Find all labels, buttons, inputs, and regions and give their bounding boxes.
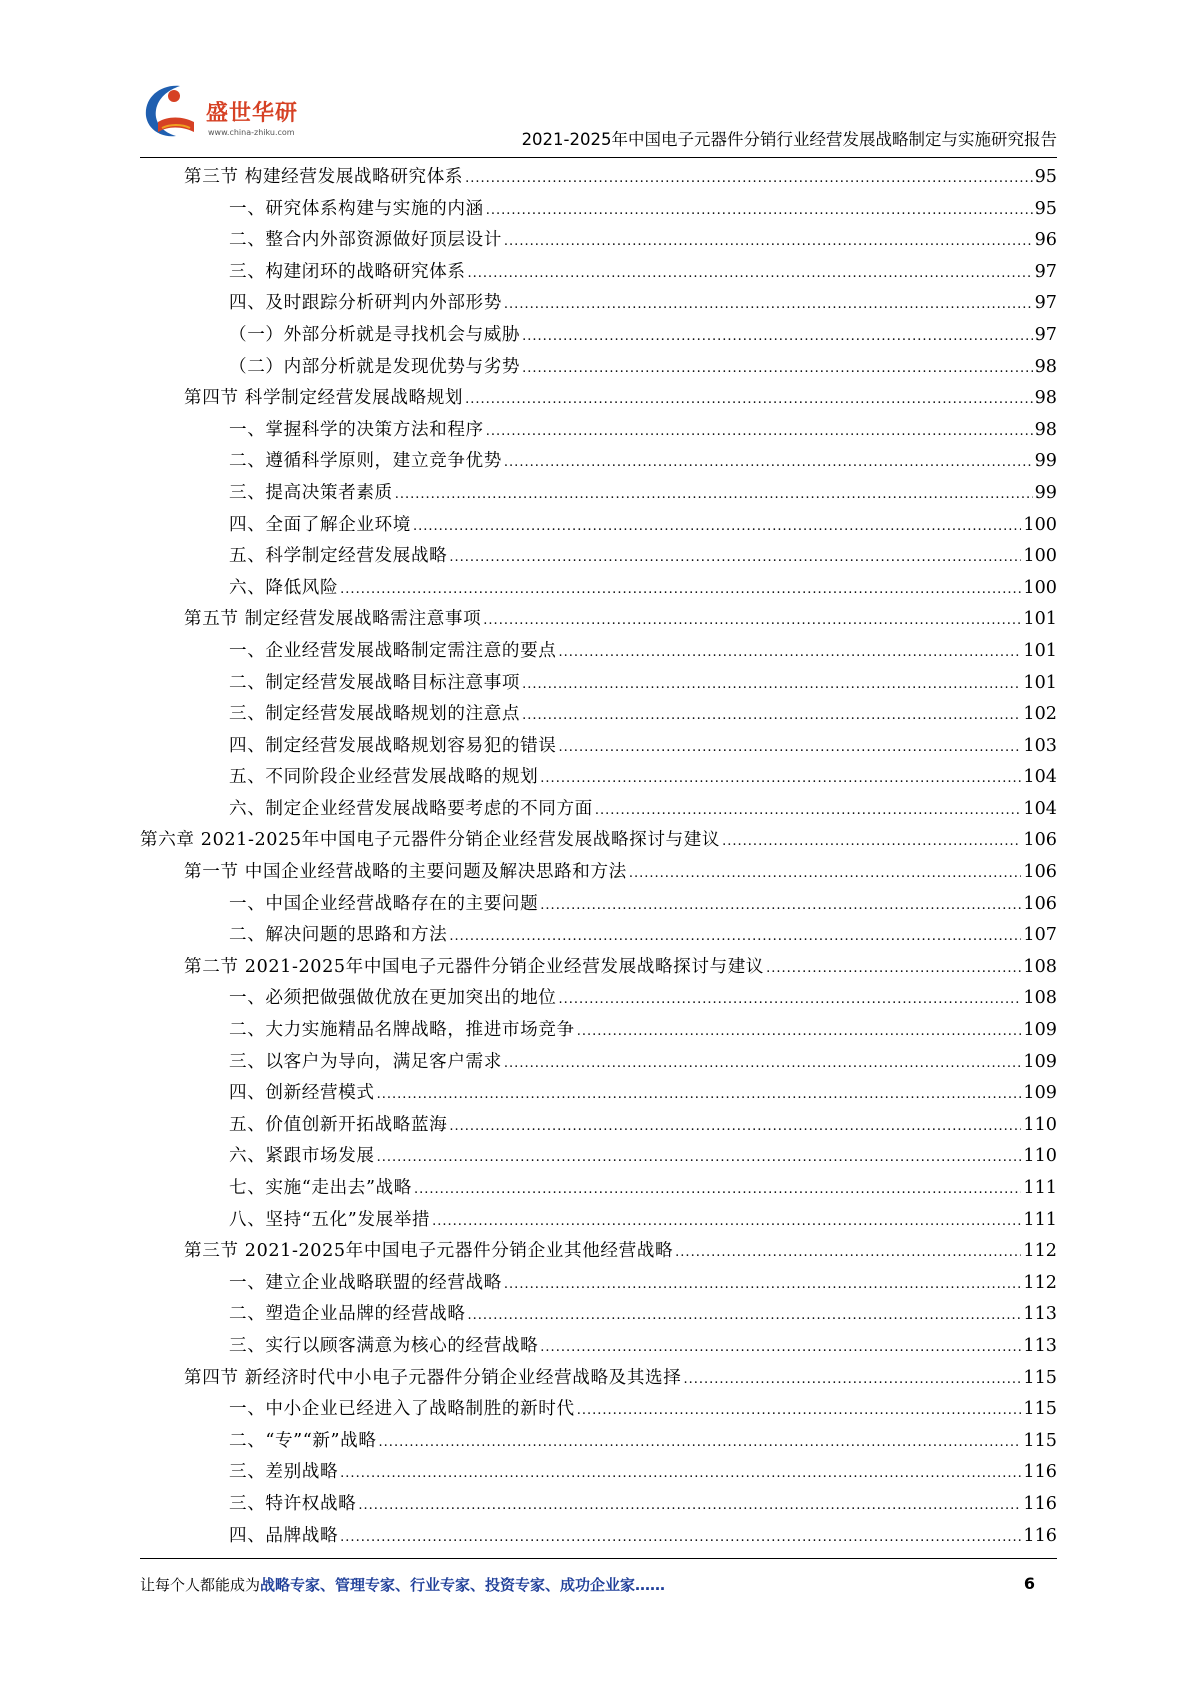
toc-entry-page: 98 [1034, 419, 1057, 440]
toc-entry[interactable] [140, 1489, 1057, 1521]
page-header [140, 80, 1057, 152]
header-divider [140, 157, 1057, 158]
toc-entry[interactable] [140, 383, 1057, 415]
toc-entry-title: 三、提高决策者素质 [229, 482, 393, 503]
logo-url: www.china-zhiku.com [208, 128, 295, 137]
toc-entry-title: 三、制定经营发展战略规划的注意点 [229, 704, 521, 725]
toc-entry-title: 二、整合内外部资源做好顶层设计 [229, 230, 502, 251]
toc-entry[interactable] [140, 1457, 1057, 1489]
toc-entry-page: 116 [1023, 1462, 1057, 1483]
toc-leader-dots [377, 1141, 1022, 1174]
toc-entry-page: 99 [1034, 482, 1057, 503]
toc-leader-dots [377, 1078, 1022, 1111]
toc-entry-title: 二、制定经营发展战略目标注意事项 [229, 672, 521, 693]
toc-leader-dots [577, 1394, 1022, 1427]
toc-entry-title: （二）内部分析就是发现优势与劣势 [229, 356, 521, 377]
toc-leader-dots [465, 383, 1033, 416]
toc-entry-title: 第四节 科学制定经营发展战略规划 [184, 388, 464, 409]
toc-entry-title: 三、特许权战略 [229, 1493, 357, 1514]
toc-entry[interactable] [140, 699, 1057, 731]
toc-leader-dots [449, 541, 1021, 574]
toc-entry-title: 一、研究体系构建与实施的内涵 [229, 198, 484, 219]
toc-entry[interactable] [140, 352, 1057, 384]
toc-entry-page: 98 [1034, 356, 1057, 377]
toc-entry-title: 第二节 2021-2025年中国电子元器件分销企业经营发展战略探讨与建议 [184, 956, 765, 977]
toc-entry[interactable] [140, 1205, 1057, 1237]
toc-entry-title: 六、制定企业经营发展战略要考虑的不同方面 [229, 798, 593, 819]
toc-entry-page: 95 [1034, 198, 1057, 219]
footer-slogan-prefix: 让每个人都能成为 [140, 1576, 261, 1594]
toc-entry[interactable] [140, 225, 1057, 257]
toc-entry-page: 100 [1023, 577, 1057, 598]
toc-entry-page: 109 [1023, 1083, 1057, 1104]
toc-entry-title: 第三节 2021-2025年中国电子元器件分销企业其他经营战略 [184, 1241, 674, 1262]
document-title: 2021-2025年中国电子元器件分销行业经营发展战略制定与实施研究报告 [521, 130, 1057, 149]
toc-entry-title: 一、掌握科学的决策方法和程序 [229, 419, 484, 440]
toc-entry-title: 八、坚持“五化”发展举措 [229, 1209, 431, 1230]
toc-entry-title: 二、塑造企业品牌的经营战略 [229, 1304, 466, 1325]
toc-entry-page: 99 [1034, 451, 1057, 472]
toc-entry[interactable] [140, 320, 1057, 352]
toc-entry-page: 111 [1023, 1178, 1057, 1198]
toc-entry[interactable] [140, 1078, 1057, 1110]
toc-entry[interactable] [140, 288, 1057, 320]
toc-entry-page: 106 [1023, 862, 1057, 883]
toc-entry[interactable] [140, 446, 1057, 478]
toc-leader-dots [449, 920, 1021, 953]
toc-leader-dots [340, 1457, 1021, 1490]
toc-entry-title: 三、以客户为导向，满足客户需求 [229, 1051, 502, 1072]
toc-entry-page: 108 [1023, 988, 1057, 1009]
toc-entry-page: 96 [1034, 230, 1057, 251]
toc-leader-dots [522, 668, 1021, 701]
toc-leader-dots [540, 889, 1021, 922]
toc-entry-page: 109 [1023, 1051, 1057, 1072]
toc-entry-title: 四、及时跟踪分析研判内外部形势 [229, 293, 502, 314]
toc-entry-page: 107 [1023, 925, 1057, 946]
footer-divider [140, 1558, 1057, 1559]
toc-entry-title: 四、制定经营发展战略规划容易犯的错误 [229, 735, 557, 756]
toc-entry-page: 116 [1023, 1493, 1057, 1514]
toc-entry[interactable] [140, 920, 1057, 952]
toc-entry-page: 108 [1023, 956, 1057, 977]
toc-leader-dots [340, 1521, 1021, 1554]
toc-entry[interactable] [140, 1268, 1057, 1300]
toc-entry-page: 100 [1023, 546, 1057, 567]
toc-entry[interactable] [140, 415, 1057, 447]
logo-mark-icon [140, 82, 210, 144]
toc-entry-page: 97 [1034, 324, 1057, 345]
toc-entry[interactable] [140, 1015, 1057, 1047]
toc-leader-dots [559, 636, 1022, 669]
toc-entry-title: 第五节 制定经营发展战略需注意事项 [184, 609, 482, 630]
toc-leader-dots [522, 699, 1021, 732]
toc-leader-dots [486, 415, 1033, 448]
toc-leader-dots [483, 604, 1021, 637]
toc-entry[interactable] [140, 668, 1057, 700]
toc-entry-title: 三、差别战略 [229, 1462, 339, 1483]
toc-entry-title: 六、紧跟市场发展 [229, 1146, 375, 1167]
toc-entry-page: 112 [1023, 1272, 1057, 1293]
toc-leader-dots [340, 573, 1021, 606]
toc-leader-dots [486, 194, 1033, 227]
toc-leader-dots [629, 857, 1022, 890]
toc-entry[interactable] [140, 762, 1057, 794]
toc-leader-dots [722, 825, 1021, 858]
toc-entry-title: 一、企业经营发展战略制定需注意的要点 [229, 640, 557, 661]
toc-entry-page: 110 [1023, 1146, 1057, 1167]
toc-entry-title: （一）外部分析就是寻找机会与威胁 [229, 324, 521, 345]
toc-entry-page: 98 [1034, 388, 1057, 409]
toc-leader-dots [413, 510, 1021, 543]
toc-entry[interactable] [140, 1426, 1057, 1458]
toc-leader-dots [432, 1205, 1021, 1238]
toc-entry-page: 116 [1023, 1525, 1057, 1546]
toc-entry-title: 第一节 中国企业经营战略的主要问题及解决思路和方法 [184, 862, 627, 883]
toc-entry-title: 四、创新经营模式 [229, 1083, 375, 1104]
toc-entry-title: 第四节 新经济时代中小电子元器件分销企业经营战略及其选择 [184, 1367, 682, 1388]
toc-leader-dots [522, 320, 1033, 353]
toc-entry[interactable] [140, 510, 1057, 542]
toc-entry-title: 二、解决问题的思路和方法 [229, 925, 448, 946]
toc-entry-title: 第三节 构建经营发展战略研究体系 [184, 167, 464, 187]
toc-leader-dots [468, 1299, 1022, 1332]
footer-slogan-roles: 战略专家、管理专家、行业专家、投资专家、成功企业家…… [260, 1576, 666, 1594]
toc-entry[interactable] [140, 1047, 1057, 1079]
toc-entry-page: 113 [1023, 1335, 1057, 1356]
toc-entry-title: 五、价值创新开拓战略蓝海 [229, 1114, 448, 1135]
toc-entry[interactable] [140, 1236, 1057, 1268]
toc-leader-dots [522, 352, 1033, 385]
toc-entry-title: 七、实施“走出去”战略 [229, 1178, 412, 1198]
toc-leader-dots [504, 288, 1033, 321]
toc-entry-page: 97 [1034, 261, 1057, 282]
toc-leader-dots [449, 1110, 1021, 1143]
toc-entry-page: 111 [1023, 1209, 1057, 1230]
toc-entry-page: 113 [1023, 1304, 1057, 1325]
toc-entry[interactable] [140, 983, 1057, 1015]
page-footer [140, 1574, 1057, 1598]
toc-entry-page: 109 [1023, 1020, 1057, 1041]
toc-leader-dots [504, 225, 1033, 258]
toc-leader-dots [577, 1015, 1022, 1048]
toc-entry-title: 三、构建闭环的战略研究体系 [229, 261, 466, 282]
toc-entry[interactable] [140, 1141, 1057, 1173]
logo [140, 80, 340, 150]
table-of-contents [140, 162, 1057, 1552]
toc-entry[interactable] [140, 1110, 1057, 1142]
toc-entry-page: 97 [1034, 293, 1057, 314]
toc-leader-dots [504, 1047, 1021, 1080]
toc-entry[interactable] [140, 604, 1057, 636]
toc-entry[interactable] [140, 952, 1057, 984]
toc-entry-title: 六、降低风险 [229, 577, 339, 598]
toc-leader-dots [504, 446, 1033, 479]
toc-entry[interactable] [140, 1394, 1057, 1426]
toc-entry-title: 一、建立企业战略联盟的经营战略 [229, 1272, 502, 1293]
toc-entry[interactable] [140, 857, 1057, 889]
toc-entry-page: 112 [1023, 1241, 1057, 1262]
footer-slogan [140, 1574, 665, 1595]
toc-entry-page: 115 [1023, 1367, 1057, 1388]
toc-entry[interactable] [140, 162, 1057, 194]
toc-entry-page: 100 [1023, 514, 1057, 535]
toc-entry[interactable] [140, 194, 1057, 226]
toc-leader-dots [540, 762, 1021, 795]
toc-entry-page: 115 [1023, 1399, 1057, 1420]
toc-entry-page: 101 [1023, 672, 1057, 693]
toc-entry[interactable] [140, 257, 1057, 289]
toc-entry-title: 五、不同阶段企业经营发展战略的规划 [229, 767, 539, 788]
toc-leader-dots [465, 162, 1033, 195]
toc-entry-title: 二、大力实施精品名牌战略，推进市场竞争 [229, 1020, 575, 1041]
toc-entry-title: 二、“专”“新”战略 [229, 1430, 377, 1451]
toc-entry-page: 102 [1023, 704, 1057, 725]
toc-entry-title: 一、必须把做强做优放在更加突出的地位 [229, 988, 557, 1009]
toc-entry-page: 104 [1023, 767, 1057, 788]
toc-leader-dots [559, 731, 1022, 764]
page-number: 6 [1023, 1574, 1035, 1593]
toc-leader-dots [675, 1236, 1021, 1269]
toc-entry[interactable] [140, 825, 1057, 857]
toc-entry[interactable] [140, 478, 1057, 510]
toc-leader-dots [414, 1173, 1021, 1206]
toc-entry-page: 101 [1023, 640, 1057, 661]
toc-entry-page: 95 [1034, 167, 1057, 187]
toc-leader-dots [540, 1331, 1021, 1364]
toc-entry[interactable] [140, 1521, 1057, 1553]
toc-entry[interactable] [140, 1173, 1057, 1205]
toc-entry[interactable] [140, 1299, 1057, 1331]
toc-entry-title: 四、品牌战略 [229, 1525, 339, 1546]
toc-entry[interactable] [140, 636, 1057, 668]
toc-entry-title: 第六章 2021-2025年中国电子元器件分销企业经营发展战略探讨与建议 [140, 830, 721, 851]
toc-entry-page: 104 [1023, 798, 1057, 819]
toc-entry[interactable] [140, 889, 1057, 921]
toc-entry-title: 一、中国企业经营战略存在的主要问题 [229, 893, 539, 914]
toc-leader-dots [683, 1363, 1021, 1396]
toc-leader-dots [559, 983, 1022, 1016]
toc-leader-dots [379, 1426, 1022, 1459]
toc-entry-title: 一、中小企业已经进入了战略制胜的新时代 [229, 1399, 575, 1420]
toc-entry[interactable] [140, 794, 1057, 826]
toc-leader-dots [504, 1268, 1021, 1301]
toc-entry[interactable] [140, 1331, 1057, 1363]
toc-entry-page: 106 [1023, 893, 1057, 914]
toc-leader-dots [595, 794, 1022, 827]
toc-leader-dots [468, 257, 1033, 290]
toc-entry-title: 四、全面了解企业环境 [229, 514, 411, 535]
logo-text: 盛世华研 [206, 101, 299, 126]
toc-entry-page: 106 [1023, 830, 1057, 851]
toc-entry[interactable] [140, 731, 1057, 763]
toc-leader-dots [395, 478, 1033, 511]
toc-entry-title: 三、实行以顾客满意为核心的经营战略 [229, 1335, 539, 1356]
toc-entry[interactable] [140, 573, 1057, 605]
toc-leader-dots [766, 952, 1021, 985]
toc-entry[interactable] [140, 541, 1057, 573]
toc-entry-title: 二、遵循科学原则，建立竞争优势 [229, 451, 502, 472]
toc-leader-dots [358, 1489, 1021, 1522]
toc-entry-page: 115 [1023, 1430, 1057, 1451]
toc-entry-page: 103 [1023, 735, 1057, 756]
toc-entry-page: 110 [1023, 1114, 1057, 1135]
toc-entry-title: 五、科学制定经营发展战略 [229, 546, 448, 567]
toc-entry-page: 101 [1023, 609, 1057, 630]
toc-entry[interactable] [140, 1363, 1057, 1395]
